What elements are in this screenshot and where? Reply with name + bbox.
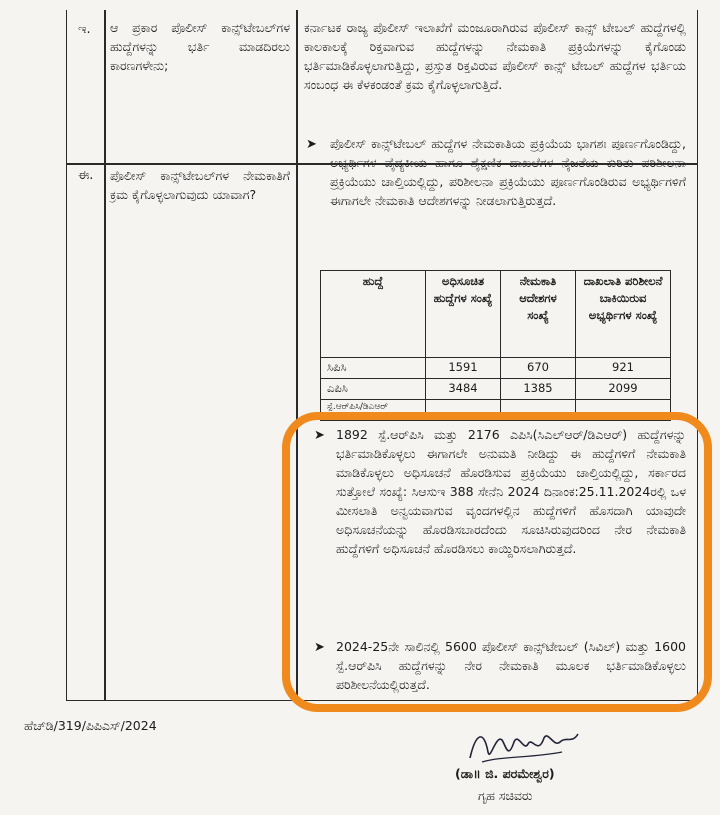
cell-post: ಸಿಪಿಸಿ bbox=[321, 358, 426, 379]
recruitment-status-table bbox=[320, 270, 671, 421]
table-row bbox=[321, 358, 671, 379]
header-pending: ದಾಖಲಾತಿ ಪರಿಶೀಲನೆ ಬಾಕಿಯಿರುವ ಅಭ್ಯರ್ಥಿಗಳ ಸಂಖ್ಯೆ bbox=[576, 271, 671, 358]
highlight-circle bbox=[282, 412, 712, 712]
header-orders: ನೇಮಕಾತಿ ಆದೇಶಗಳ ಸಂಖ್ಯೆ bbox=[501, 271, 576, 358]
signer-name: (ಡಾ॥ ಜಿ. ಪರಮೇಶ್ವರ) bbox=[455, 766, 555, 781]
header-notified: ಅಧಿಸೂಚಿತ ಹುದ್ದೆಗಳ ಸಂಖ್ಯೆ bbox=[426, 271, 501, 358]
signature-mark bbox=[462, 722, 582, 770]
bullet-arrow-3: ➤ bbox=[314, 640, 325, 655]
cell-pending: 2099 bbox=[576, 379, 671, 400]
cell-orders: 670 bbox=[501, 358, 576, 379]
question-2: ಪೊಲೀಸ್ ಕಾನ್ಸ್‌ಟೇಬಲ್‌ಗಳ ನೇಮಕಾತಿಗೆ ಕ್ರಮ ಕೈಗೊಳ್ಳಲಾಗುವುದು ಯಾವಾಗ? bbox=[110, 168, 290, 202]
cell-post: ಸ್ಪೆ.ಆರ್‌ಪಿಸಿ/ಡಿಎಆರ್ bbox=[321, 400, 426, 421]
header-post: ಹುದ್ದೆ bbox=[321, 271, 426, 358]
cell-notified: 1591 bbox=[426, 358, 501, 379]
cell-notified: 3484 bbox=[426, 379, 501, 400]
reference-number: ಹೆಚ್‌ಡಿ/319/ಪಿಪಿಎಸ್/2024 bbox=[24, 718, 157, 733]
row-number-2: ಈ. bbox=[78, 168, 94, 183]
answer-2-bullet-3: 2024-25ನೇ ಸಾಲಿನಲ್ಲಿ 5600 ಪೊಲೀಸ್ ಕಾನ್ಸ್‌ಟೇಬಲ್ (ಸಿವಿಲ್) ಮತ್ತು 1600 ಸ್ಪೆ.ಆರ್‌ಪಿಸಿ ಹುದ್ದೆಗಳನ್ನು ನೇರ ನೇಮಕಾತಿ ಮೂಲಕ ಭರ್ತಿಮಾಡಿಕೊಳ್ಳಲು ಪರಿಶೀಲನೆಯಲ್ಲಿರುತ್ತದೆ. bbox=[336, 639, 686, 692]
bullet-arrow-1: ➤ bbox=[306, 137, 317, 152]
table-header-row bbox=[321, 271, 671, 358]
answer-1: ಕರ್ನಾಟಕ ರಾಜ್ಯ ಪೊಲೀಸ್ ಇಲಾಖೆಗೆ ಮಂಜೂರಾಗಿರುವ ಪೊಲೀಸ್ ಕಾನ್ಸ್ ಟೇಬಲ್ ಹುದ್ದೆಗಳಲ್ಲಿ ಕಾಲಕಾಲಕ್ಕೆ ರಿಕ್ತವಾಗುವ ಹುದ್ದೆಗಳನ್ನು ನೇಮಕಾತಿ ಪ್ರಕ್ರಿಯೆಗಳನ್ನು ಕೈಗೊಂಡು ಭರ್ತಿಮಾಡಿಕೊಳ್ಳಲಾಗುತ್ತಿದ್ದು, ಪ್ರಸ್ತುತ ರಿಕ್ತವಿರುವ ಪೊಲೀಸ್ ಕಾನ್ಸ್ ಟೇಬಲ್ ಹುದ್ದೆಗಳ ಭರ್ತಿಯ ಸಂಬಂಧ ಈ ಕೆಳಕಂಡಂತೆ ಕ್ರಮ ಕೈಗೊಳ್ಳಲಾಗುತ್ತಿದೆ. bbox=[304, 20, 686, 92]
col-divider-1 bbox=[104, 10, 106, 700]
answer-2-bullet-2: 1892 ಸ್ಪೆ.ಆರ್‌ಪಿಸಿ ಮತ್ತು 2176 ಎಪಿಸಿ(ಸಿಎಲ್ಆರ್/ಡಿಎಆರ್) ಹುದ್ದೆಗಳನ್ನು ಭರ್ತಿಮಾಡಿಕೊಳ್ಳಲು ಈಗಾಗಲೇ ಅನುಮತಿ ನೀಡಿದ್ದು ಈ ಹುದ್ದೆಗಳಿಗೆ ನೇಮಕಾತಿ ಮಾಡಿಕೊಳ್ಳಲು ಅಧಿಸೂಚನೆ ಹೊರಡಿಸುವ ಪ್ರಕ್ರಿಯೆಯು ಚಾಲ್ತಿಯಲ್ಲಿದ್ದು, ಸರ್ಕಾರದ ಸುತ್ತೋಲೆ ಸಂಖ್ಯೆ: ಸಿಆಸುಇ 388 ಸೇನೆನಿ 2024 ದಿನಾಂಕ:25.11.2024ರಲ್ಲಿ ಒಳ ಮೀಸಲಾತಿ ಅನ್ವಯವಾಗುವ ವೃಂದಗಳಲ್ಲಿನ ಹುದ್ದೆಗಳಿಗೆ ಹೊಸದಾಗಿ ಯಾವುದೇ ಅಧಿಸೂಚನೆಯನ್ನು ಹೊರಡಿಸಬಾರದೆಂದು ಸೂಚಿಸಿರುವುದರಿಂದ ನೇರ ನೇಮಕಾತಿ ಹುದ್ದೆಗಳಿಗೆ ಅಧಿಸೂಚನೆ ಹೊರಡಿಸಲು ಕಾಯ್ದಿರಿಸಲಾಗಿರುತ್ತದೆ. bbox=[336, 427, 686, 556]
bullet-arrow-2: ➤ bbox=[314, 428, 325, 443]
cell-pending: 921 bbox=[576, 358, 671, 379]
cell-orders: 1385 bbox=[501, 379, 576, 400]
answer-2-bullet-1: ಪೊಲೀಸ್ ಕಾನ್ಸ್‌ಟೇಬಲ್ ಹುದ್ದೆಗಳ ನೇಮಕಾತಿಯ ಪ್ರಕ್ರಿಯೆಯ ಭಾಗಶಃ ಪೂರ್ಣಗೊಂಡಿದ್ದು, ಅಭ್ಯರ್ಥಿಗಳ ವೈದ್ಯಕೀಯ ಹಾಗೂ ಶೈಕ್ಷಣಿಕ ದಾಖಲೆಗಳ ನೈಜತೆಯ ಕುರಿತು ಪರಿಶೀಲನಾ ಪ್ರಕ್ರಿಯೆಯು ಚಾಲ್ತಿಯಲ್ಲಿದ್ದು, ಪರಿಶೀಲನಾ ಪ್ರಕ್ರಿಯೆಯು ಪೂರ್ಣಗೊಂಡಿರುವ ಅಭ್ಯರ್ಥಿಗಳಿಗೆ ಈಗಾಗಲೇ ನೇಮಕಾತಿ ಆದೇಶಗಳನ್ನು ನೀಡಲಾಗುತ್ತಿರುತ್ತದೆ. bbox=[330, 136, 686, 208]
signer-title: ಗೃಹ ಸಚಿವರು bbox=[478, 788, 533, 803]
question-1: ಆ ಪ್ರಕಾರ ಪೊಲೀಸ್ ಕಾನ್ಸ್‌ಟೇಬಲ್‌ಗಳ ಹುದ್ದೆಗಳನ್ನು ಭರ್ತಿ ಮಾಡದಿರಲು ಕಾರಣಗಳೇನು; bbox=[110, 20, 290, 73]
cell-post: ಎಪಿಸಿ bbox=[321, 379, 426, 400]
row-number-1: ಇ. bbox=[78, 22, 91, 37]
table-row bbox=[321, 379, 671, 400]
